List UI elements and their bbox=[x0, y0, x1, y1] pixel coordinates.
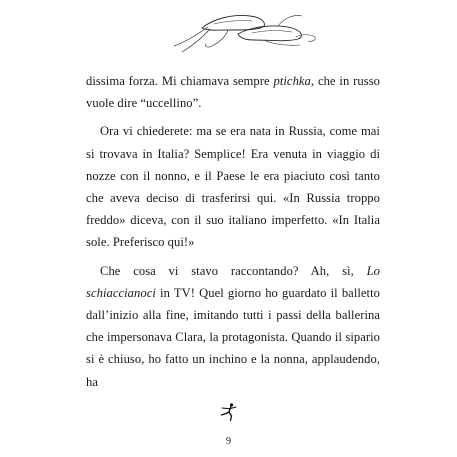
body-text bbox=[86, 70, 380, 399]
paragraph-1 bbox=[86, 70, 380, 114]
text-segment-italic: Lo schiaccianoci bbox=[86, 263, 380, 300]
ballet-shoes-icon bbox=[168, 4, 318, 56]
text-segment: in TV! Quel giorno ho guardato il balletto dall’inizio alla fine, imitando tutti i passi della ballerina che impersonava Clara, la protagonista. Quando il sipario si è chiuso, ho fatto un inchino e la nonna, applaudendo, ha bbox=[86, 285, 380, 389]
text-segment: dissima forza. Mi chiamava sempre bbox=[86, 74, 274, 88]
text-segment: Che cosa vi stavo raccontando? Ah, sì, bbox=[100, 263, 367, 278]
page-number: 9 bbox=[225, 436, 232, 447]
paragraph-2 bbox=[86, 120, 380, 253]
text-segment: , che in russo vuole dire “uccellino”. bbox=[86, 74, 381, 111]
text-segment-italic: ptichka bbox=[273, 74, 311, 88]
paragraph-3 bbox=[86, 260, 380, 393]
text-segment: Ora vi chiederete: ma se era nata in Russia, come mai si trovava in Italia? Semplice! Era venuta in viaggio di nozze con il nonno, e il Paese le era piaciuto così tanto che aveva deciso di trasferirsi qui. «In Russia troppo freddo» diceva, con il suo italiano imperfetto. «In Italia sole. Preferisco qui!» bbox=[86, 124, 380, 250]
dancer-icon bbox=[219, 402, 239, 422]
